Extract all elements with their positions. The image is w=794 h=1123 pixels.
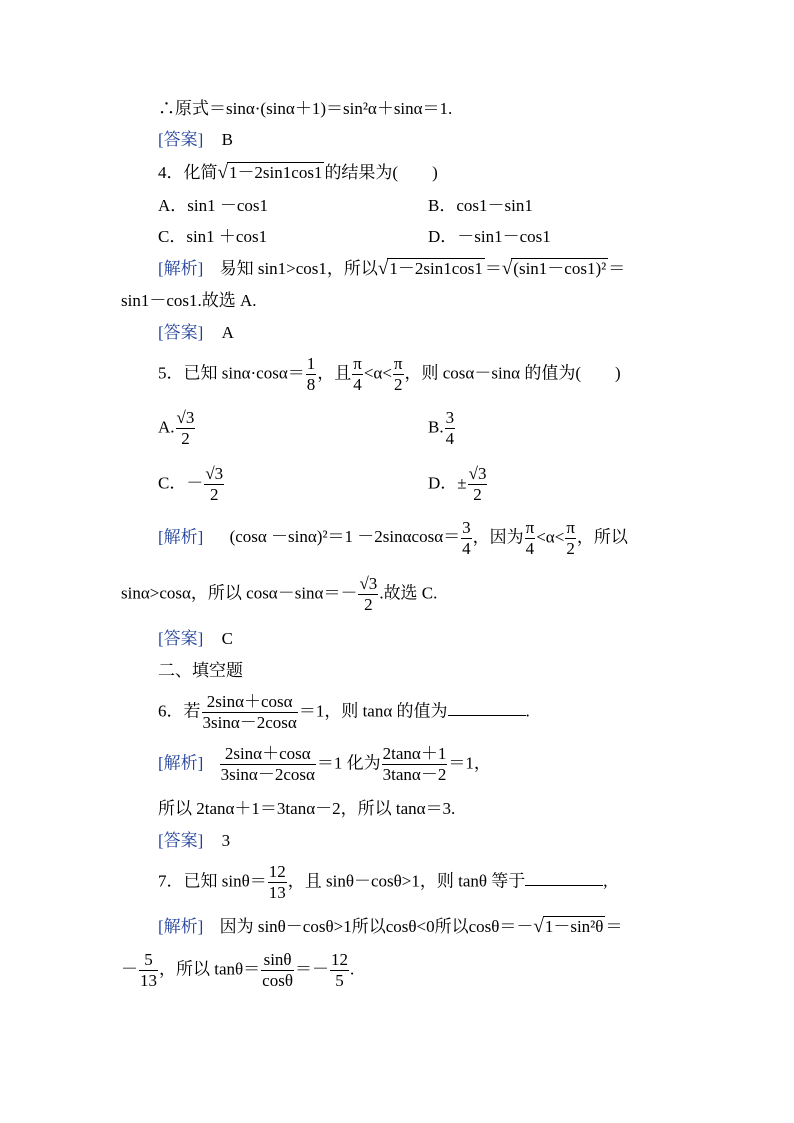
numerator: π: [525, 518, 535, 537]
answer-value: C: [221, 629, 233, 648]
question-text: <α<: [363, 363, 392, 383]
answer-line-5: [158, 628, 233, 650]
answer-tag: [答案]: [158, 323, 204, 342]
denominator: 4: [462, 539, 471, 558]
answer-line-4: [158, 322, 234, 344]
analysis-tag: [解析]: [158, 753, 204, 773]
answer-value: 3: [221, 831, 231, 850]
denominator: 2: [364, 595, 373, 614]
option-text: B．cos1－sin1: [428, 196, 533, 215]
denominator: 2: [181, 429, 190, 448]
numerator: π: [393, 354, 403, 373]
fraction: [468, 464, 488, 505]
option-b: [428, 408, 456, 449]
analysis-5-cont: [121, 574, 437, 615]
question-text: ，则 cosα－sinα 的值为( ): [404, 363, 621, 383]
numerator: √3: [176, 408, 195, 427]
question-text: ，且: [317, 363, 352, 383]
analysis-text: ，因为: [472, 527, 524, 547]
fraction: [220, 744, 316, 785]
analysis-text: －: [121, 959, 138, 979]
analysis-text: <α<: [536, 527, 565, 547]
option-text: A．sin1 －cos1: [158, 196, 269, 215]
denominator: 13: [268, 883, 286, 902]
analysis-text: ＝1 化为: [316, 753, 381, 773]
numerator: 2sinα＋cosα: [202, 692, 298, 713]
option-text: D．－sin1－cos1: [428, 227, 551, 246]
question-text: ＝1，则 tanα 的值为: [298, 701, 448, 721]
question-text: 的结果为( ): [324, 163, 438, 182]
denominator: 4: [353, 375, 362, 394]
option-label: C．－: [158, 473, 204, 493]
section-heading: 二、填空题: [158, 661, 243, 680]
answer-line-3: [158, 129, 233, 151]
section-title: [158, 660, 243, 682]
analysis-4: [158, 258, 625, 280]
analysis-6-cont: [158, 798, 455, 820]
analysis-tag: [解析]: [158, 527, 204, 547]
denominator: 13: [140, 971, 157, 990]
analysis-text: ＝－: [294, 959, 329, 979]
fraction: [268, 862, 287, 903]
question-6: [158, 692, 530, 733]
answer-tag: [答案]: [158, 130, 204, 149]
question-5: [158, 354, 621, 395]
option-d: [428, 464, 488, 505]
radicand: (sin1－cos1)²: [513, 259, 607, 278]
option-text: C．sin1 ＋cos1: [158, 227, 268, 246]
fraction: [461, 518, 472, 559]
fraction: [525, 518, 536, 559]
numerator: 5: [139, 950, 158, 971]
denominator: 2: [393, 375, 403, 394]
numerator: 2tanα＋1: [382, 744, 447, 763]
solution-text: ∴原式＝sinα·(sinα＋1)＝sin²α＋sinα＝1.: [158, 99, 453, 118]
sqrt-icon: √: [501, 258, 513, 279]
answer-line-6: [158, 830, 230, 852]
option-c: [158, 464, 225, 505]
denominator: 5: [335, 971, 344, 990]
analysis-text: ，所以 tanθ＝: [159, 959, 261, 979]
fraction: [306, 354, 317, 395]
fraction: [176, 408, 196, 449]
analysis-text: ＝: [608, 259, 626, 278]
solution-line: [158, 98, 452, 120]
analysis-text: 所以 2tanα＋1＝3tanα－2，所以 tanα＝3.: [158, 799, 456, 818]
numerator: √3: [205, 464, 224, 483]
fraction: [352, 354, 363, 395]
denominator: 2: [210, 485, 219, 504]
numerator: π: [353, 354, 362, 373]
fraction: [204, 464, 224, 505]
analysis-7: [158, 916, 622, 938]
fraction: [445, 408, 456, 449]
denominator: 3sinα－2cosα: [220, 765, 315, 784]
analysis-text: sin1－cos1.故选 A.: [121, 291, 257, 310]
answer-value: A: [221, 323, 234, 342]
answer-blank[interactable]: [448, 699, 526, 716]
analysis-text: ＝1，: [448, 753, 491, 773]
analysis-tag: [解析]: [158, 259, 204, 278]
fraction: [139, 950, 158, 991]
numerator: 12: [268, 862, 286, 881]
radicand: 1－2sin1cos1: [228, 163, 323, 182]
analysis-7-cont: [121, 950, 354, 991]
question-text: 6．若: [158, 701, 201, 721]
numerator: 2sinα＋cosα: [220, 744, 316, 765]
fraction: [261, 950, 294, 991]
answer-value: B: [221, 130, 233, 149]
denominator: cosθ: [262, 971, 293, 990]
sqrt-icon: √: [217, 162, 228, 183]
answer-tag: [答案]: [158, 629, 204, 648]
analysis-text: ＝: [484, 259, 502, 278]
answer-tag: [答案]: [158, 831, 204, 850]
analysis-5: [158, 518, 628, 559]
analysis-text: 因为 sinθ－cosθ>1所以cosθ<0所以cosθ＝－: [219, 917, 534, 936]
question-4: [158, 162, 438, 184]
answer-blank[interactable]: [525, 869, 603, 886]
radicand: 1－sin²θ: [544, 917, 604, 936]
analysis-text: (cosα －sinα)²＝1 －2sinαcosα＝: [229, 527, 461, 547]
question-text: .: [525, 701, 530, 721]
denominator: 4: [445, 429, 455, 448]
analysis-text: .故选 C.: [379, 583, 438, 603]
denominator: 3sinα－2cosα: [202, 713, 297, 732]
analysis-text: ＝: [605, 917, 623, 936]
option-d: [428, 226, 551, 248]
option-a: [158, 195, 268, 217]
question-text: 7．已知 sinθ＝: [158, 871, 267, 891]
fraction: [358, 574, 378, 615]
question-text: 5．已知 sinα·cosα＝: [158, 363, 305, 383]
fraction: [202, 692, 298, 733]
sqrt-icon: √: [377, 258, 389, 279]
question-text: ,: [603, 871, 608, 891]
radicand: 1－2sin1cos1: [389, 259, 483, 278]
numerator: √3: [359, 574, 378, 593]
numerator: sinθ: [261, 950, 294, 971]
fraction: [565, 518, 576, 559]
option-label: A.: [158, 417, 175, 437]
analysis-6: [158, 744, 491, 785]
analysis-text: ，所以: [576, 527, 628, 547]
denominator: 4: [525, 539, 535, 558]
numerator: π: [566, 518, 575, 537]
option-a: [158, 408, 196, 449]
numerator: 3: [445, 408, 455, 427]
sqrt-icon: √: [533, 916, 544, 937]
denominator: 8: [306, 375, 316, 394]
analysis-text: 易知 sin1>cos1，所以: [219, 259, 378, 278]
analysis-tag: [解析]: [158, 917, 204, 936]
numerator: 3: [462, 518, 471, 537]
fraction: [382, 744, 448, 785]
analysis-text: sinα>cosα，所以 cosα－sinα＝－: [121, 583, 358, 603]
option-label: D．±: [428, 473, 467, 493]
question-text: 4．化简: [158, 163, 218, 182]
denominator: 2: [566, 539, 575, 558]
analysis-4-cont: [121, 290, 257, 312]
question-text: ，且 sinθ－cosθ>1，则 tanθ 等于: [287, 871, 526, 891]
denominator: 3tanα－2: [382, 765, 447, 784]
numerator: 12: [330, 950, 348, 969]
analysis-text: .: [349, 959, 355, 979]
question-7: [158, 862, 608, 903]
numerator: √3: [468, 464, 487, 483]
option-c: [158, 226, 267, 248]
option-b: [428, 195, 533, 217]
fraction: [330, 950, 349, 991]
denominator: 2: [473, 485, 482, 504]
numerator: 1: [306, 354, 316, 373]
option-label: B.: [428, 417, 444, 437]
fraction: [393, 354, 404, 395]
